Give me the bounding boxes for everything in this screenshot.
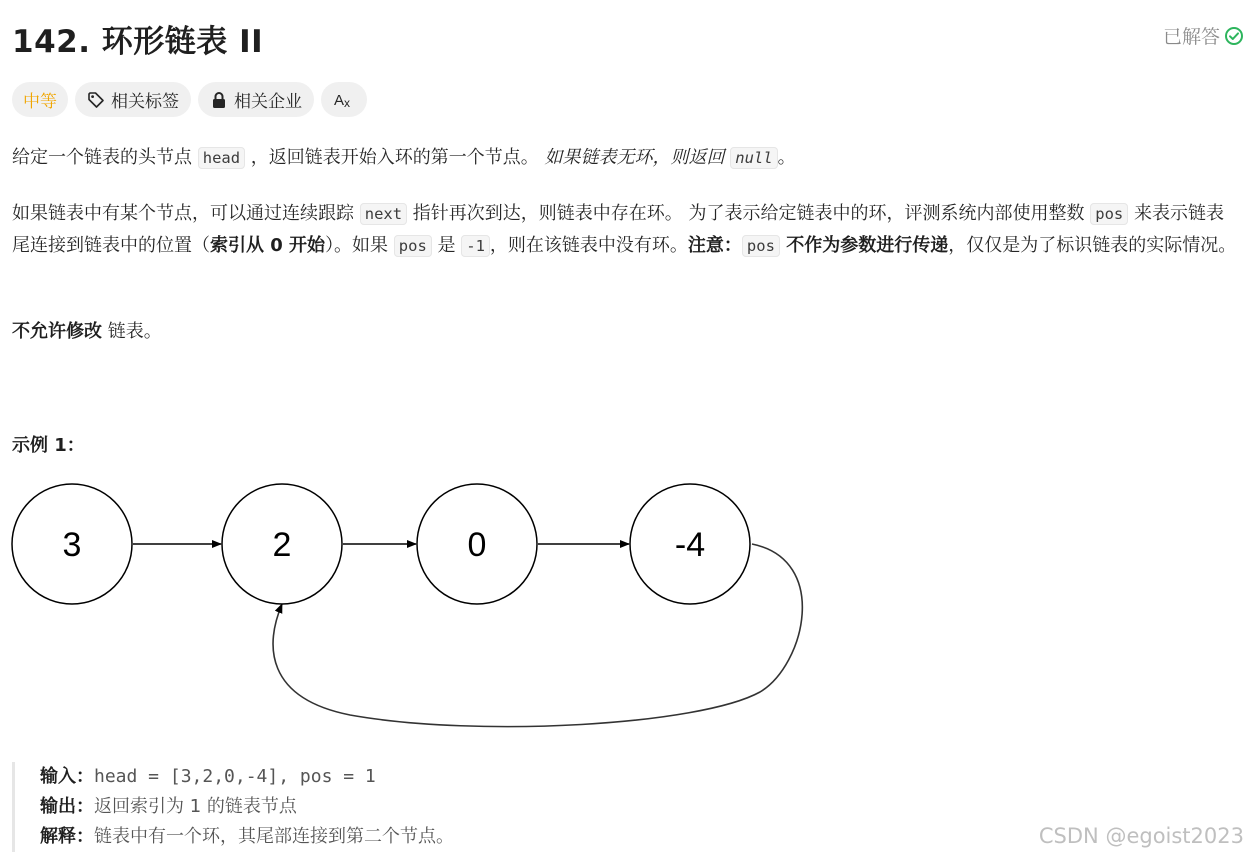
text: 是 [431,235,462,256]
lock-icon [210,91,228,109]
related-companies-button[interactable] [198,82,314,117]
tag-icon [87,91,105,109]
node-1 [222,484,342,604]
node-label: -4 [674,526,706,564]
text: 如果链表中有某个节点，可以通过连续跟踪 [12,203,360,224]
code-head: head [198,147,245,169]
description-paragraph-2 [12,198,1240,262]
text: ，仅仅是为了标识链表的实际情况。 [948,235,1237,256]
problem-title: 142. 环形链表 II [12,24,264,60]
linked-list-diagram [0,470,820,740]
related-tags-label: 相关标签 [111,92,179,112]
related-tags-button[interactable] [75,82,191,117]
code-pos: pos [394,235,432,257]
input-line [40,762,640,792]
bold-text: 不作为参数进行传递 [779,235,949,256]
description-paragraph-1 [12,142,1240,174]
related-companies-label: 相关企业 [234,92,302,112]
code-pos: pos [742,235,780,257]
bold-text: 注意： [687,235,742,256]
solved-status [1163,22,1244,49]
check-circle-icon [1224,26,1244,46]
output-label: 输出： [40,796,94,817]
watermark: CSDN @egoist2023 [1038,824,1244,848]
translate-icon [333,90,355,110]
title-row [12,14,1248,60]
code-next: next [360,203,407,225]
text: 来表示链表尾连接到链表中的位置（ [12,203,1224,256]
output-line [40,792,640,822]
explain-line [40,822,640,852]
italic-text: 如果链表无环，则返回 [544,147,731,168]
text: 指针再次到达，则链表中存在环。 为了表示给定链表中的环，评测系统内部使用整数 [407,203,1091,224]
code-null: null [730,147,777,169]
tag-bar [12,82,367,117]
code-minus-one: -1 [461,235,490,257]
node-label: 0 [467,526,487,564]
solved-label: 已解答 [1162,26,1220,48]
node-2 [417,484,537,604]
text: ）。如果 [325,235,394,256]
input-label: 输入： [40,766,94,787]
difficulty-badge[interactable]: 中等 [12,82,68,117]
node-label: 2 [272,526,292,564]
explain-label: 解释： [40,826,94,847]
translate-button[interactable] [321,82,367,117]
svg-text:A: A [334,91,345,109]
description-paragraph-3 [12,316,1240,348]
svg-text:x: x [344,95,350,110]
text: ，返回链表开始入环的第一个节点。 [245,147,545,168]
text: 。 [777,147,796,168]
node-3 [630,484,750,604]
node-label: 3 [62,526,82,564]
explain-value: 链表中有一个环，其尾部连接到第二个节点。 [94,826,454,847]
output-value: 返回索引为 1 的链表节点 [94,796,297,817]
example-io-block [12,762,640,852]
text: ，则在该链表中没有环。 [489,235,688,256]
code-pos: pos [1090,203,1128,225]
text: 链表。 [102,321,162,342]
node-0 [12,484,132,604]
example-title: 示例 1： [12,435,85,456]
input-value: head = [3,2,0,-4], pos = 1 [94,766,376,787]
text: 给定一个链表的头节点 [12,147,198,168]
bold-text: 索引从 0 开始 [210,235,326,256]
bold-text: 不允许修改 [12,321,102,342]
